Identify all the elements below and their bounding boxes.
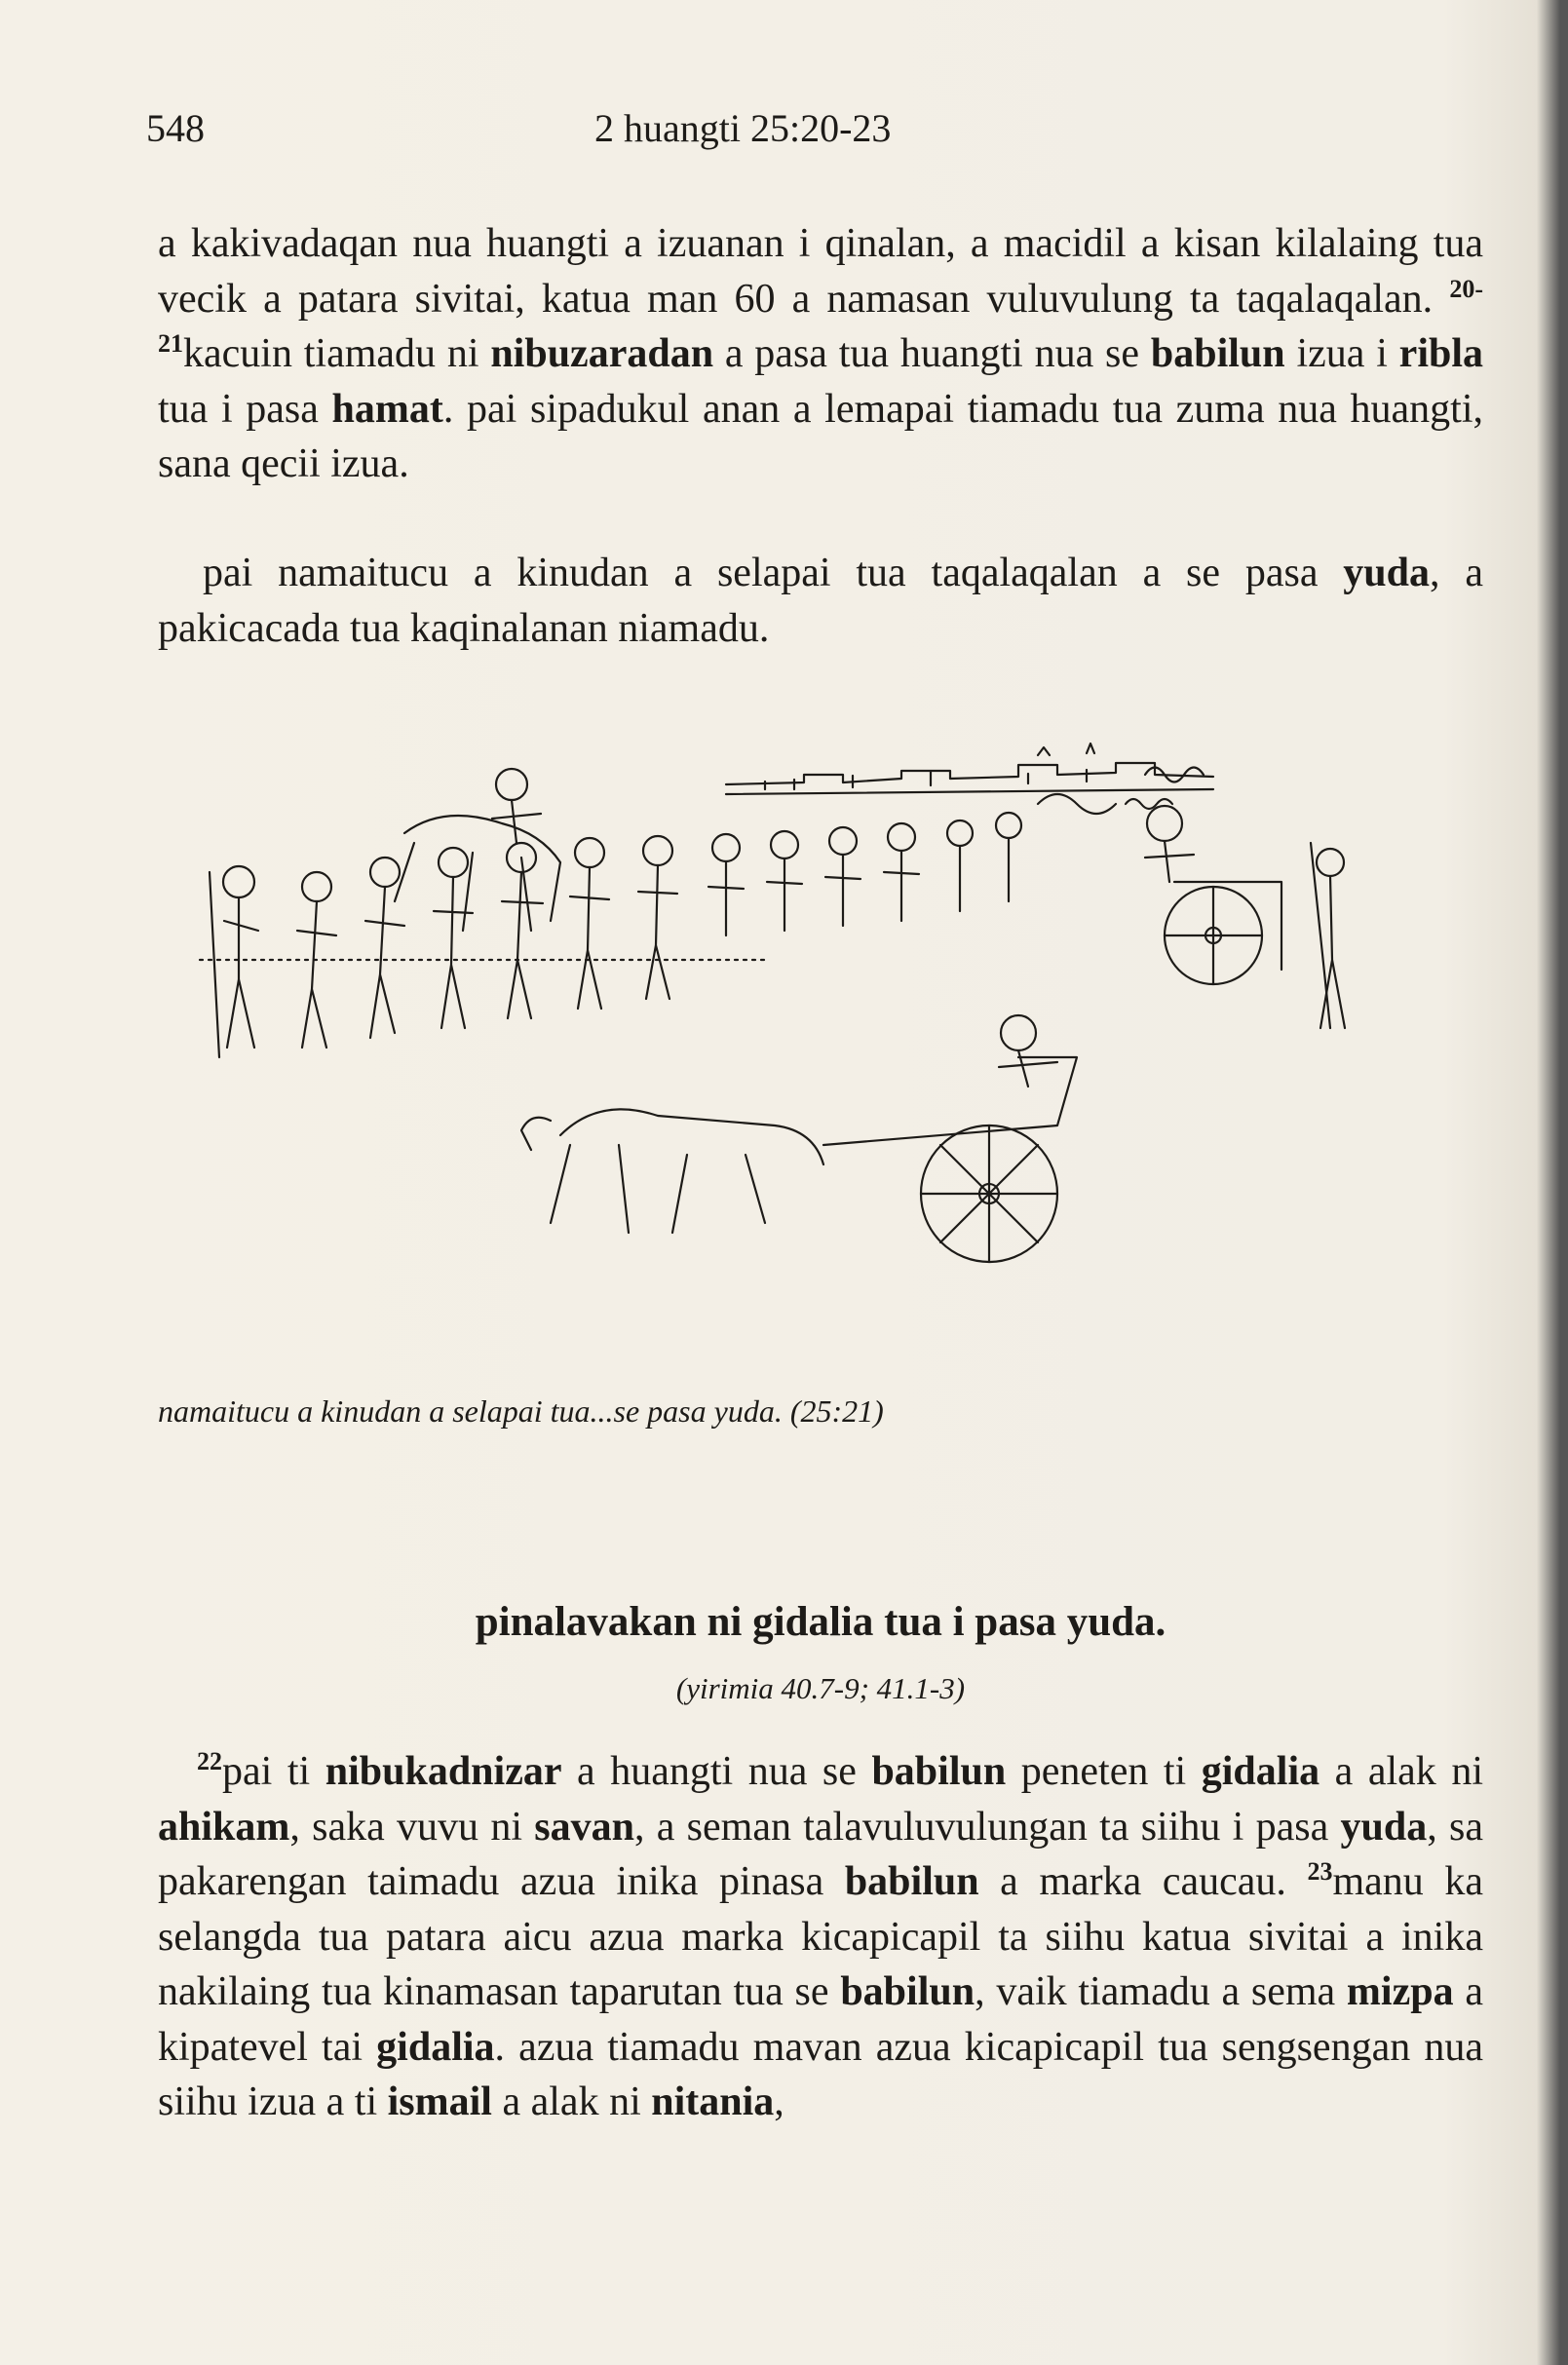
text-run: tua i pasa [158, 386, 332, 432]
name-emphasis: yuda [1343, 551, 1431, 595]
chariot [521, 1015, 1077, 1262]
running-head: 2 huangti 25:20-23 [594, 106, 892, 150]
text-run: . pai sipadukul anan a lemapai tiamadu tua zuma nua huangti, sana qecii izua. [158, 386, 1483, 486]
text-run: pai ti [222, 1749, 325, 1794]
text-run: a kakivadaqan nua huangti a izuanan i qinalan, a macidil a kisan kilalaing tua vecik a patara sivitai, katua man 60 a namasan vuluvulung ta taqalaqalan. [158, 221, 1483, 322]
page-number: 548 [146, 106, 205, 150]
text-run: , [774, 2079, 784, 2124]
verse-number: 20-21 [158, 274, 1483, 358]
name-emphasis: babilun [1150, 331, 1285, 376]
name-emphasis: nibuzaradan [490, 331, 714, 376]
name-emphasis: nibukadnizar [325, 1749, 562, 1794]
text-run: a marka caucau. [978, 1859, 1308, 1904]
captive-figures [297, 794, 1116, 1048]
procession-illustration [180, 736, 1447, 1364]
text-run: a huangti nua se [561, 1749, 872, 1794]
text-run: a kipatevel tai [158, 1969, 1483, 2070]
text-run: , vaik tiamadu a sema [975, 1969, 1347, 2014]
name-emphasis: yuda [1340, 1804, 1428, 1850]
text-run: , a seman talavuluvulungan ta siihu i pasa [633, 1804, 1341, 1850]
text-run: , saka vuvu ni [289, 1804, 535, 1850]
text-run: a alak ni [1319, 1749, 1484, 1794]
name-emphasis: ahikam [158, 1804, 290, 1850]
name-emphasis: ismail [387, 2079, 492, 2124]
text-run: a alak ni [491, 2079, 652, 2124]
text-run: , sa pakarengan taimadu azua inika pinasa [158, 1804, 1483, 1904]
soldier-figure [210, 866, 258, 1057]
name-emphasis: nitania [651, 2079, 775, 2124]
name-emphasis: babilun [871, 1749, 1007, 1794]
cross-reference: (yirimia 40.7-9; 41.1-3) [675, 1671, 966, 1705]
paragraph-3 [158, 1744, 1483, 2130]
horse-rider [395, 769, 560, 931]
verse-number: 23 [1307, 1857, 1333, 1886]
text-run: , a pakicacada tua kaqinalanan niamadu. [158, 551, 1483, 651]
verse-number: 22 [197, 1747, 222, 1775]
text-run: . azua tiamadu mavan azua kicapicapil tua sengsengan nua siihu izua a ti [158, 2024, 1483, 2124]
city-skyline [726, 744, 1213, 794]
name-emphasis: hamat [331, 386, 443, 432]
text-run: peneten ti [1006, 1749, 1202, 1794]
name-emphasis: babilun [844, 1859, 979, 1904]
paragraph-1 [158, 216, 1483, 492]
name-emphasis: ribla [1398, 331, 1484, 376]
text-run: manu ka selangda tua patara aicu azua marka kicapicapil ta siihu katua sivitai a inika nakilaing tua kinamasan taparutan tua se [158, 1859, 1483, 2014]
text-run: pai namaitucu a kinudan a selapai tua taqalaqalan a se pasa [203, 551, 1344, 595]
paragraph-2 [158, 546, 1483, 656]
figure-caption: namaitucu a kinudan a selapai tua...se pasa yuda. (25:21) [158, 1393, 884, 1429]
text-run: a pasa tua huangti nua se [713, 331, 1151, 376]
section-title: pinalavakan ni gidalia tua i pasa yuda. [475, 1599, 1166, 1645]
text-run: kacuin tiamadu ni [183, 331, 491, 376]
name-emphasis: gidalia [1201, 1749, 1320, 1794]
chariot-right [1145, 806, 1345, 1028]
name-emphasis: gidalia [376, 2024, 495, 2070]
name-emphasis: babilun [840, 1969, 975, 2014]
name-emphasis: savan [534, 1804, 634, 1850]
page-header [146, 105, 1481, 164]
text-run: izua i [1284, 331, 1399, 376]
name-emphasis: mizpa [1346, 1969, 1454, 2014]
